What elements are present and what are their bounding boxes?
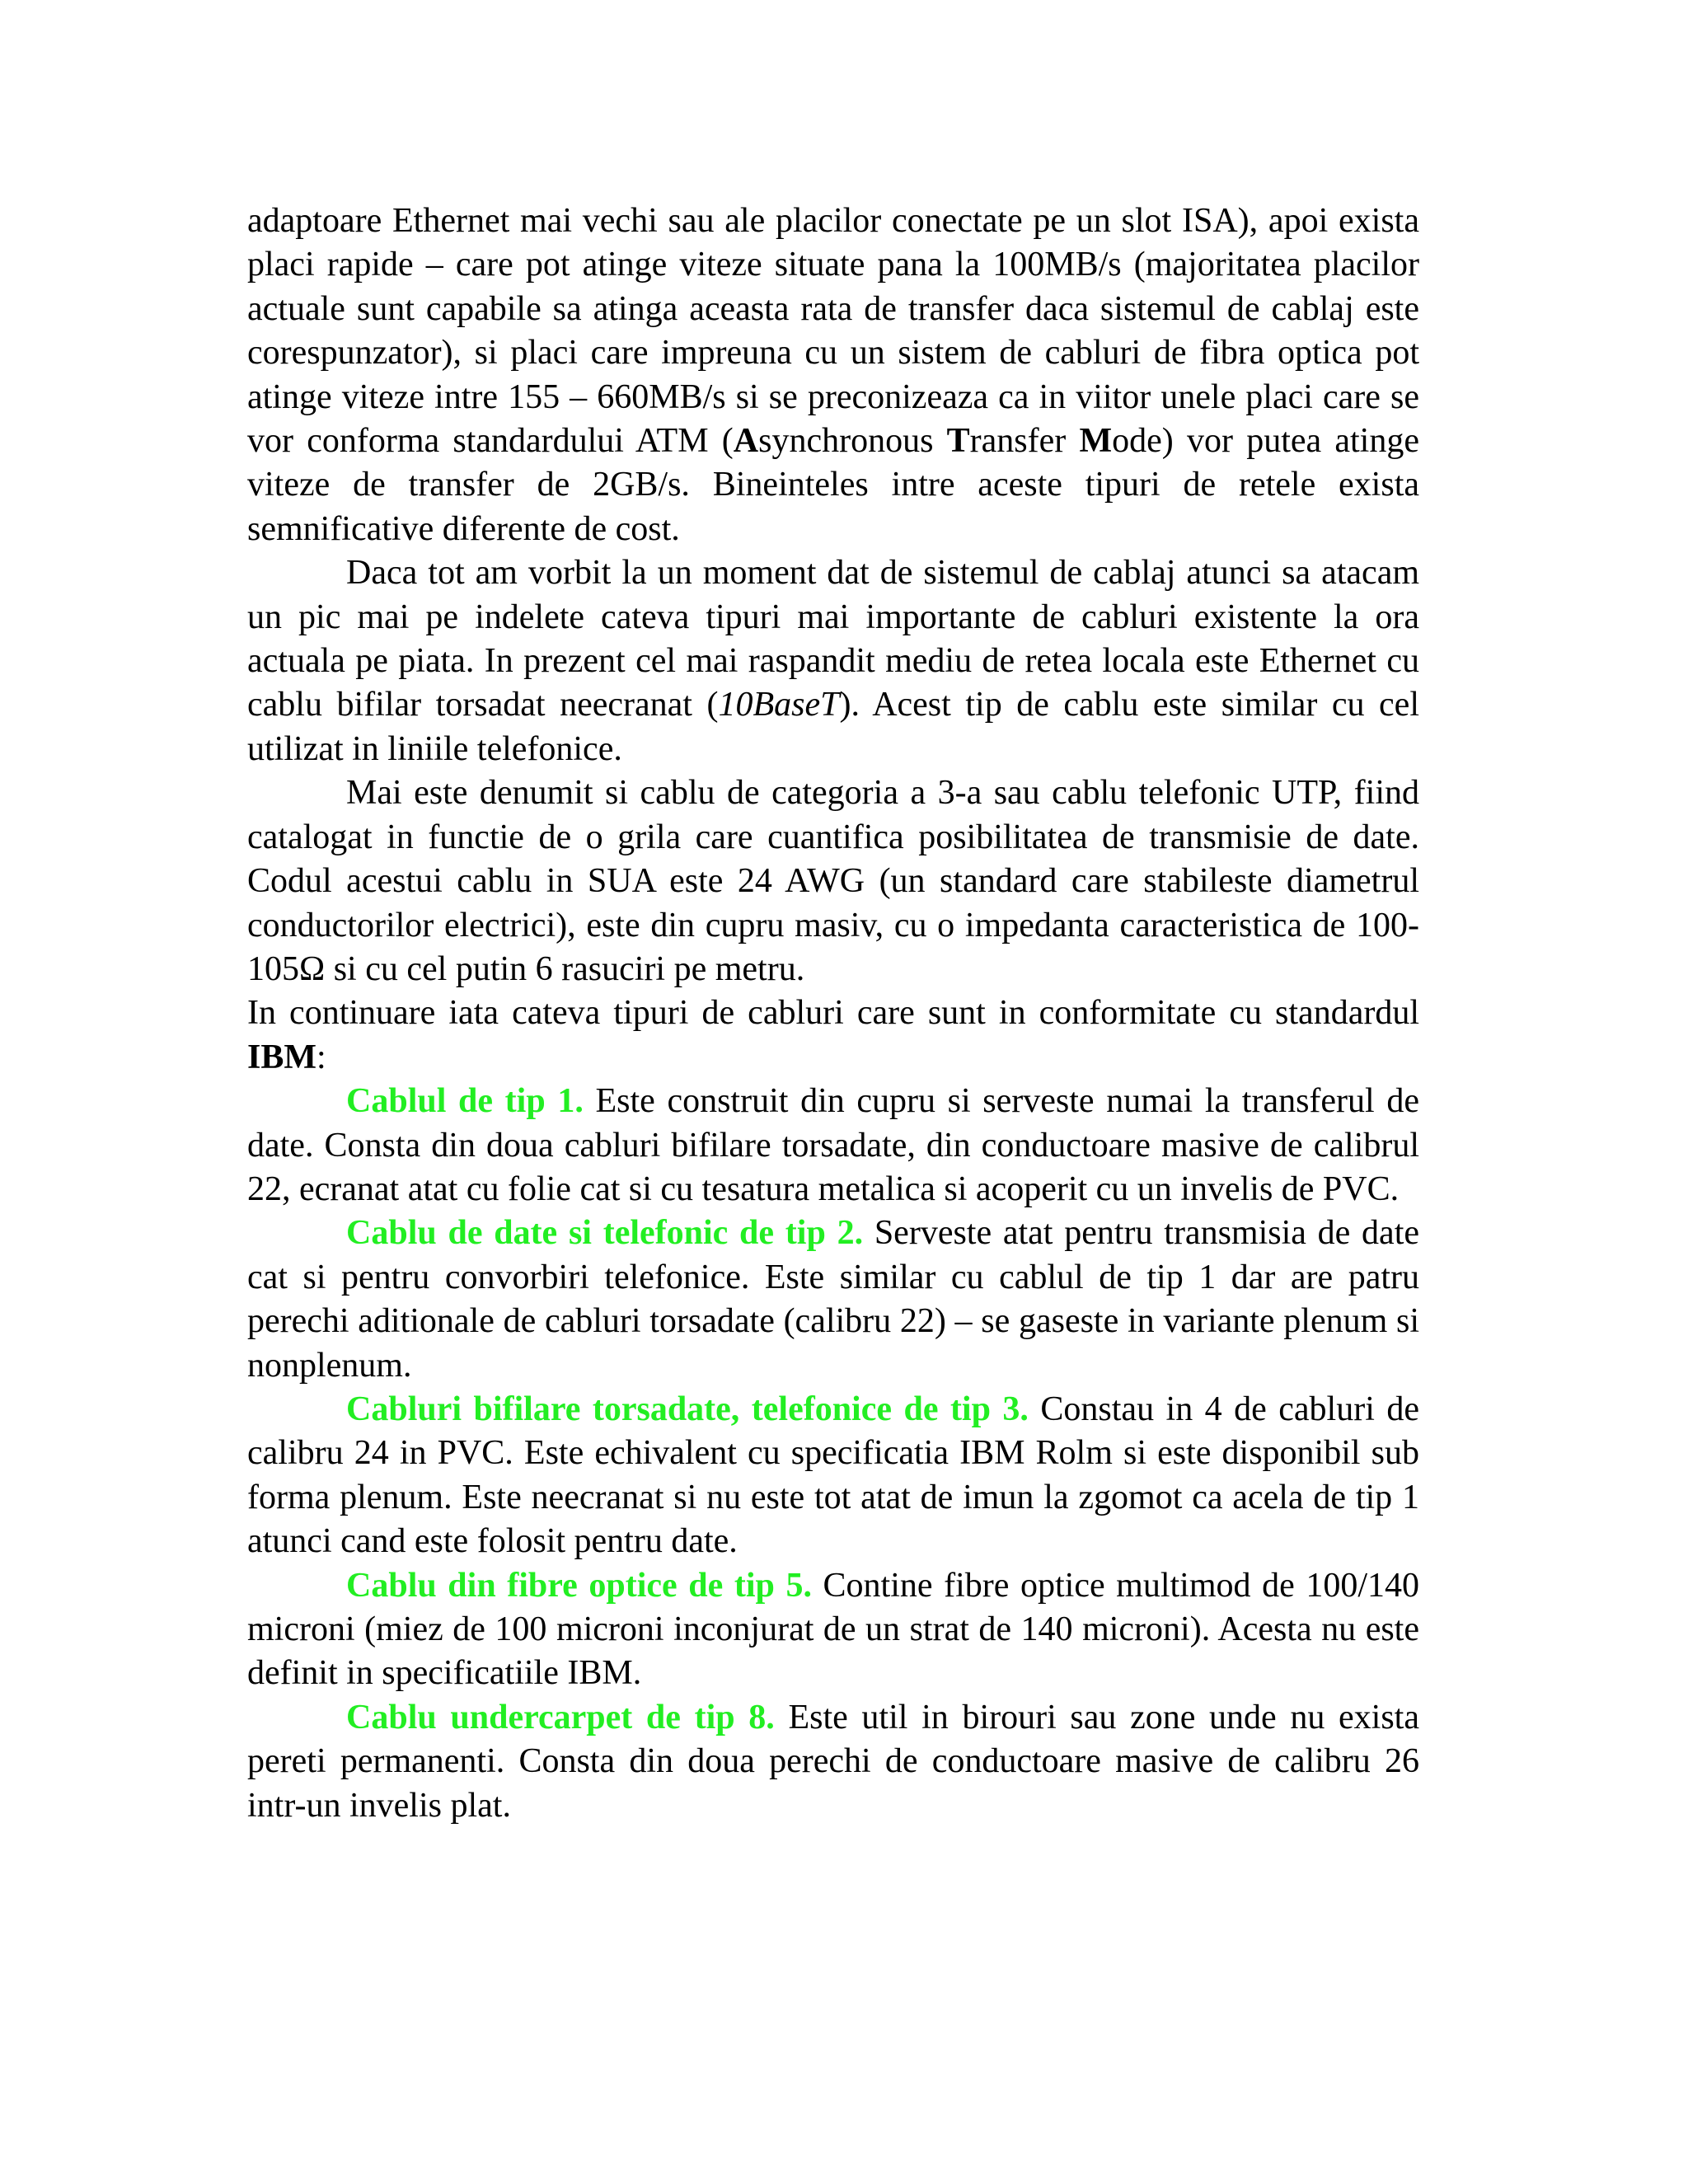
atm-letter-m: M [1079, 422, 1113, 461]
cable-type-1 [247, 1080, 1419, 1212]
atm-letter-t: T [946, 422, 970, 461]
cable-heading: Cablu de date si telefonic de tip 2. [346, 1214, 864, 1253]
cable-type-2 [247, 1212, 1419, 1388]
cable-description: Este util in birouri sau zone unde nu exista pereti permanenti. Consta din doua perechi de conductoare masive de calibru 26 intr-un invelis plat. [247, 1698, 1419, 1825]
cable-heading: Cablu undercarpet de tip 8. [346, 1698, 775, 1736]
paragraph-ibm-intro: In continuare iata cateva tipuri de cabluri care sunt in conformitate cu standardul IBM: [247, 994, 1419, 1076]
cable-type-3 [247, 1388, 1419, 1564]
cable-description: Constau in 4 de cabluri de calibru 24 in PVC. Este echivalent cu specificatia IBM Rolm si este disponibil sub forma plenum. Este neecranat si nu este tot atat de imun la zgomot ca acela de tip 1 atunci cand este folosit pentru date. [247, 1390, 1419, 1561]
paragraph-utp-category: Mai este denumit si cablu de categoria a 3-a sau cablu telefonic UTP, fiind catalogat in functie de o grila care cuantifica posibilitatea de transmisie de date. Codul acestui cablu in SUA este 24 AWG (un standard care stabileste diametrul conductorilor electrici), este din cupru masiv, cu o impedanta caracteristica de 100-105Ω si cu cel putin 6 rasuciri pe metru. [247, 774, 1419, 988]
document-page [247, 199, 1419, 1828]
cable-description: Serveste atat pentru transmisia de date cat si pentru convorbiri telefonice. Este similar cu cablul de tip 1 dar are patru perechi aditionale de cabluri torsadate (calibru 22) – se gaseste in variante plenum si nonplenum. [247, 1214, 1420, 1385]
cable-heading: Cablu din fibre optice de tip 5. [346, 1566, 812, 1605]
atm-letter-a: A [733, 422, 759, 461]
cable-type-8 [247, 1696, 1419, 1828]
cable-heading: Cabluri bifilare torsadate, telefonice de tip 3. [346, 1390, 1029, 1428]
cable-description: Este construit din cupru si serveste numai la transferul de date. Consta din doua cabluri bifilare torsadate, din conductoare masive de calibrul 22, ecranat atat cu folie cat si cu tesatura metalica si acoperit cu un invelis de PVC. [247, 1082, 1420, 1208]
standard-10baset: 10BaseT [718, 686, 840, 724]
cable-heading: Cablul de tip 1. [346, 1082, 584, 1121]
cable-description: Contine fibre optice multimod de 100/140 microni (miez de 100 microni inconjurat de un strat de 140 microni). Acesta nu este definit in specificatiile IBM. [247, 1566, 1419, 1693]
paragraph-cabling-intro: Daca tot am vorbit la un moment dat de sistemul de cablaj atunci sa atacam un pic mai pe indelete cateva tipuri mai importante de cabluri existente la ora actuala pe piata. In prezent cel mai raspandit mediu de retea locala este Ethernet cu cablu bifilar torsadat neecranat (10BaseT). Acest tip de cablu este similar cu cel utilizat in liniile telefonice. [247, 554, 1419, 768]
ibm-bold: IBM [247, 1038, 316, 1076]
paragraph-network-cards: adaptoare Ethernet mai vechi sau ale placilor conectate pe un slot ISA), apoi exista placi rapide – care pot atinge viteze situate pana la 100MB/s (majoritatea placilor actuale sunt capabile sa atinga aceasta rata de transfer daca sistemul de cablaj este corespunzator), si placi care impreuna cu un sistem de cabluri de fibra optica pot atinge viteze intre 155 – 660MB/s si se preconizeaza ca in viitor unele placi care se vor conforma standardului ATM (Asynchronous Transfer Mode) vor putea atinge viteze de transfer de 2GB/s. Bineinteles intre aceste tipuri de retele exista semnificative diferente de cost. [247, 202, 1419, 548]
cable-type-5 [247, 1564, 1419, 1696]
